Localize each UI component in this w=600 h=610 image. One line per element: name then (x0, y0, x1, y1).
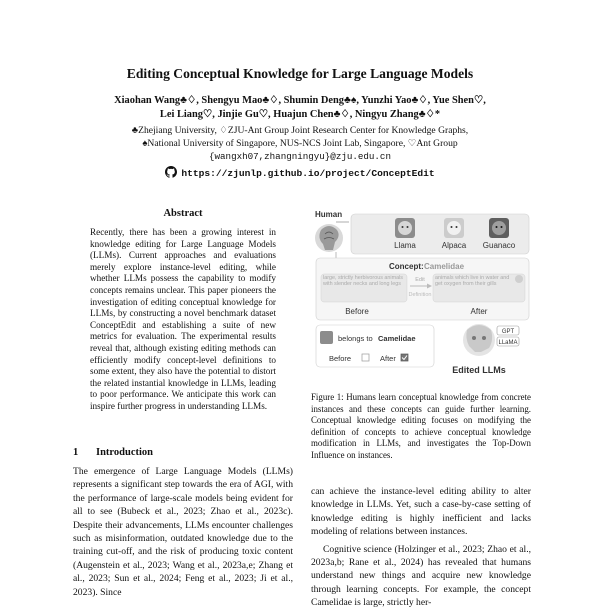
edited-llms-label: Edited LLMs (452, 365, 506, 375)
abstract-text: Recently, there has been a growing interest in knowledge editing for Large Language Models (LLMs). Current approaches and evaluations merely explore instance-level editing, while whether LLMs possess the capability to modify concepts remains unclear. This paper pioneers the investigation of editing conceptual knowledge for LLMs, by constructing a novel benchmark dataset ConceptEdit and establishing a suite of new metrics for evaluation. The experimental results reveal that, although existing editing methods can efficiently modify concept-level definitions to some extent, they also have the potential to distort the related instantial knowledge in LLMs, leading to poor performance. We anticipate this work can inspire further progress in understanding LLMs. (90, 227, 276, 411)
before-definition: large, strictly herbivorous animals with slender necks and long legs (323, 275, 403, 288)
right-paragraph-1: can achieve the instance-level editing ability to alter knowledge in LLMs. Yet, such a case-by-case setting of knowledge editing is highly inefficient and lacks modeling of relations between instances. (311, 486, 531, 538)
concept-label: Concept: (389, 262, 424, 271)
before-checkbox (362, 354, 369, 361)
guanaco-icon (489, 218, 509, 238)
instance-label: Guanaco (482, 241, 516, 250)
abstract-heading: Abstract (163, 208, 203, 219)
concept-name: Camelidae (424, 262, 465, 271)
human-head-icon (315, 224, 343, 252)
before-caption: Before (345, 307, 369, 316)
right-paragraph-2: Cognitive science (Holzinger et al., 2023; Zhao et al., 2023a,b; Rane et al., 2024) has revealed that humans understand new things and acquire new knowledge through learning concepts. For example, the concept Camelidae is large, strictly her- (311, 543, 531, 609)
llama-icon (320, 331, 333, 344)
instance-label: Llama (394, 241, 416, 250)
affiliation-line-2: ♠National University of Singapore, NUS-NCS Joint Lab, Singapore, ♡Ant Group (142, 138, 458, 149)
edit-label: Edit (415, 277, 425, 283)
human-label: Human (315, 210, 343, 219)
github-link[interactable] (0, 166, 600, 179)
check-after-label: After (380, 354, 396, 363)
belongs-concept: Camelidae (378, 334, 416, 343)
belongs-text: belongs to (338, 334, 373, 343)
instance-label: Alpaca (441, 241, 467, 250)
section-number: 1 (73, 447, 79, 458)
paper-title: Editing Conceptual Knowledge for Large Language Models (126, 66, 474, 81)
check-before-label: Before (329, 354, 352, 363)
figure-caption: Figure 1: Humans learn conceptual knowledge from concrete instances and these concepts can guide further learning. Conceptual knowledge editing focuses on modifying the definition of concepts to achieve conceptual knowledge modification in LLMs, and investigates the Top-Down Influence on instances. (311, 392, 531, 460)
model-label-gpt: GPT (501, 329, 515, 335)
edit-pencil-icon (515, 275, 523, 283)
author-email: {wangxh07,zhangningyu}@zju.edu.cn (209, 151, 391, 162)
affiliation-line-1: ♣Zhejiang University, ♢ZJU-Ant Group Joint Research Center for Knowledge Graphs, (131, 125, 469, 136)
github-url[interactable]: https://zjunlp.github.io/project/ConceptEdit (181, 168, 435, 179)
authors-line-1: Xiaohan Wang♣♢, Shengyu Mao♣♢, Shumin Deng♣♠, Yunzhi Yao♣♢, Yue Shen♡, (114, 95, 486, 106)
figure-1 (311, 208, 533, 380)
llama-icon (395, 218, 415, 238)
github-icon (165, 166, 177, 178)
after-caption: After (470, 307, 488, 316)
section-heading: Introduction (96, 447, 153, 458)
alpaca-icon (444, 218, 464, 238)
after-definition: animals which live in water and get oxygen from their gills (435, 275, 510, 288)
intro-text: The emergence of Large Language Models (LLMs) represents a significant step towards the era of AGI, with the performance of large-scale models being evident for all to see (Bubeck et al., 2023; Zhao et al., 2023c). Despite their advancements, LLMs encounter challenges such as misinformation, outdated knowledge due to the training cut-off, and the risk of producing toxic content (Augenstein et al., 2023; Wang et al., 2023a,e; Zhang et al., 2023; Sun et al., 2024; Feng et al., 2023; Ji et al., 2023). Since (73, 466, 293, 598)
right-column-text (311, 485, 531, 610)
robot-head-icon (463, 324, 495, 356)
definition-label: Definition (408, 292, 432, 298)
model-label-llama: LLaMA (498, 340, 518, 346)
authors-line-2: Lei Liang♡, Jinjie Gu♡, Huajun Chen♣♢, Ningyu Zhang♣♢* (159, 109, 441, 120)
